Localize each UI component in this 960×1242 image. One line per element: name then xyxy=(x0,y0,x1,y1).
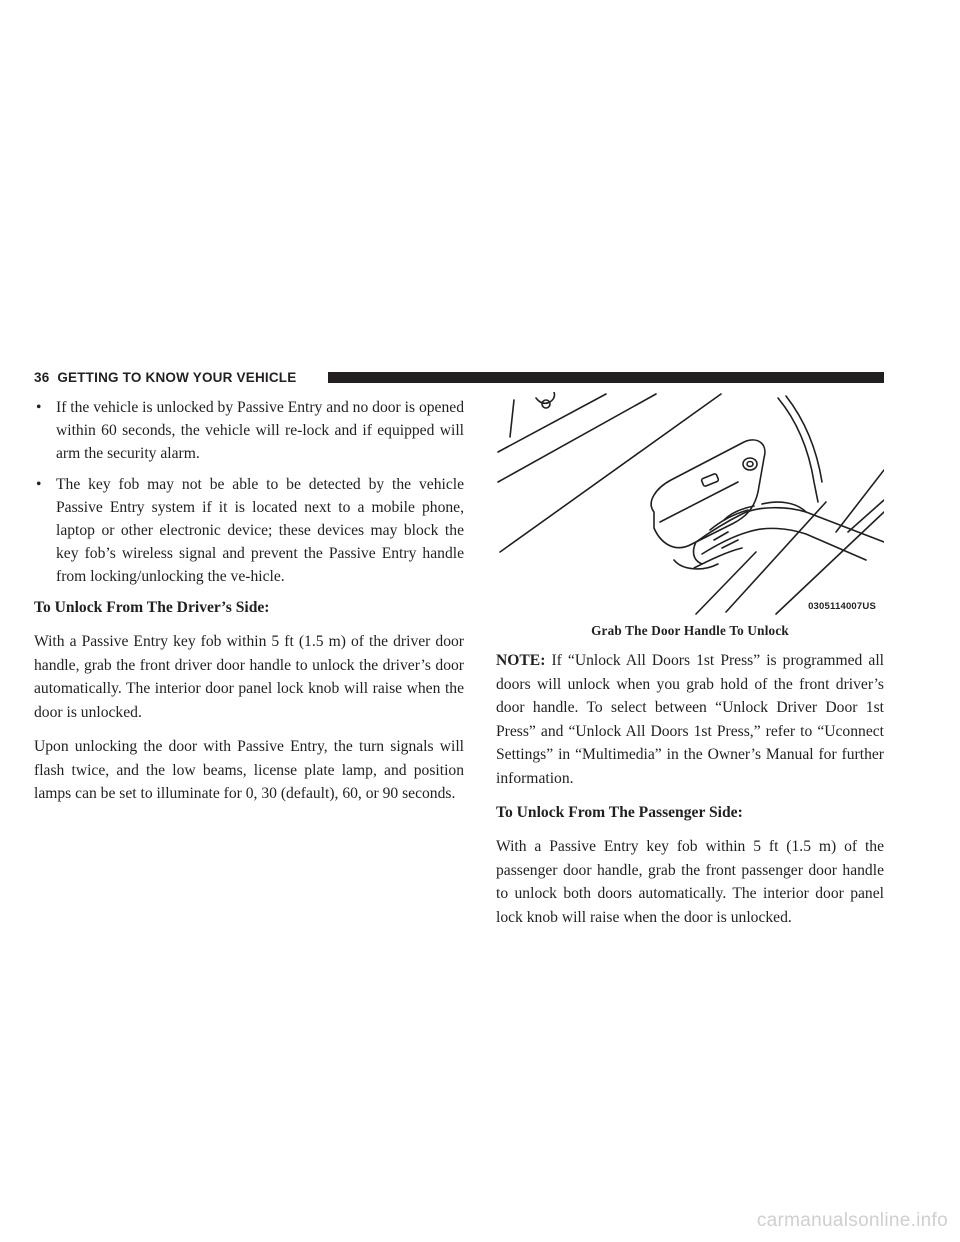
section-title: GETTING TO KNOW YOUR VEHICLE xyxy=(57,370,297,385)
left-column xyxy=(34,396,464,817)
drivers-side-paragraph: With a Passive Entry key fob within 5 ft (1.5 m) of the driver door handle, grab the front driver door handle to unlock the driver’s door automatically. The interior door panel lock knob will raise when the door is unlocked. xyxy=(34,633,464,721)
bullet-text: If the vehicle is unlocked by Passive Entry and no door is opened within 60 seconds, the vehicle will re-lock and if equipped will arm the security alarm. xyxy=(56,399,464,462)
watermark: carmanualsonline.info xyxy=(756,1210,948,1231)
page-header xyxy=(34,371,884,385)
figure-caption: Grab The Door Handle To Unlock xyxy=(591,623,789,638)
passenger-side-heading: To Unlock From The Passenger Side: xyxy=(496,804,743,821)
page-number: 36 xyxy=(34,370,50,385)
note-paragraph xyxy=(496,649,884,790)
header-text xyxy=(34,370,296,385)
door-handle-drawing xyxy=(496,392,884,618)
note-text: If “Unlock All Doors 1st Press” is programmed all doors will unlock when you grab hold of the front driver’s door handle. To select between “Unlock Driver Door 1st Press” and “Unlock All Doors 1st Press,” refer to “Uconnect Settings” in “Multimedia” in the Owner’s Manual for further information. xyxy=(496,652,884,787)
bullet-dot: • xyxy=(36,476,42,493)
note-label: NOTE: xyxy=(496,652,546,669)
bullet-item xyxy=(34,396,464,465)
passenger-side-paragraph: With a Passive Entry key fob within 5 ft (1.5 m) of the passenger door handle, grab the front passenger door handle to unlock both doors automatically. The interior door panel lock knob will raise when the door is unlocked. xyxy=(496,838,884,926)
bullet-item xyxy=(34,473,464,588)
door-handle-illustration xyxy=(496,392,884,618)
passive-entry-lamps-paragraph: Upon unlocking the door with Passive Entry, the turn signals will flash twice, and the low beams, license plate lamp, and position lamps can be set to illuminate for 0, 30 (default), 60, or 90 seconds. xyxy=(34,738,464,802)
figure-code: 0305114007US xyxy=(808,601,876,612)
header-rule xyxy=(328,372,884,383)
bullet-text: The key fob may not be able to be detected by the vehicle Passive Entry system if it is located next to a mobile phone, laptop or other electronic device; these devices may block the key fob’s wireless signal and prevent the Passive Entry handle from locking/unlocking the ve-hicle. xyxy=(56,476,464,585)
drivers-side-heading: To Unlock From The Driver’s Side: xyxy=(34,599,270,616)
bullet-dot: • xyxy=(36,399,42,416)
right-column xyxy=(496,649,884,940)
